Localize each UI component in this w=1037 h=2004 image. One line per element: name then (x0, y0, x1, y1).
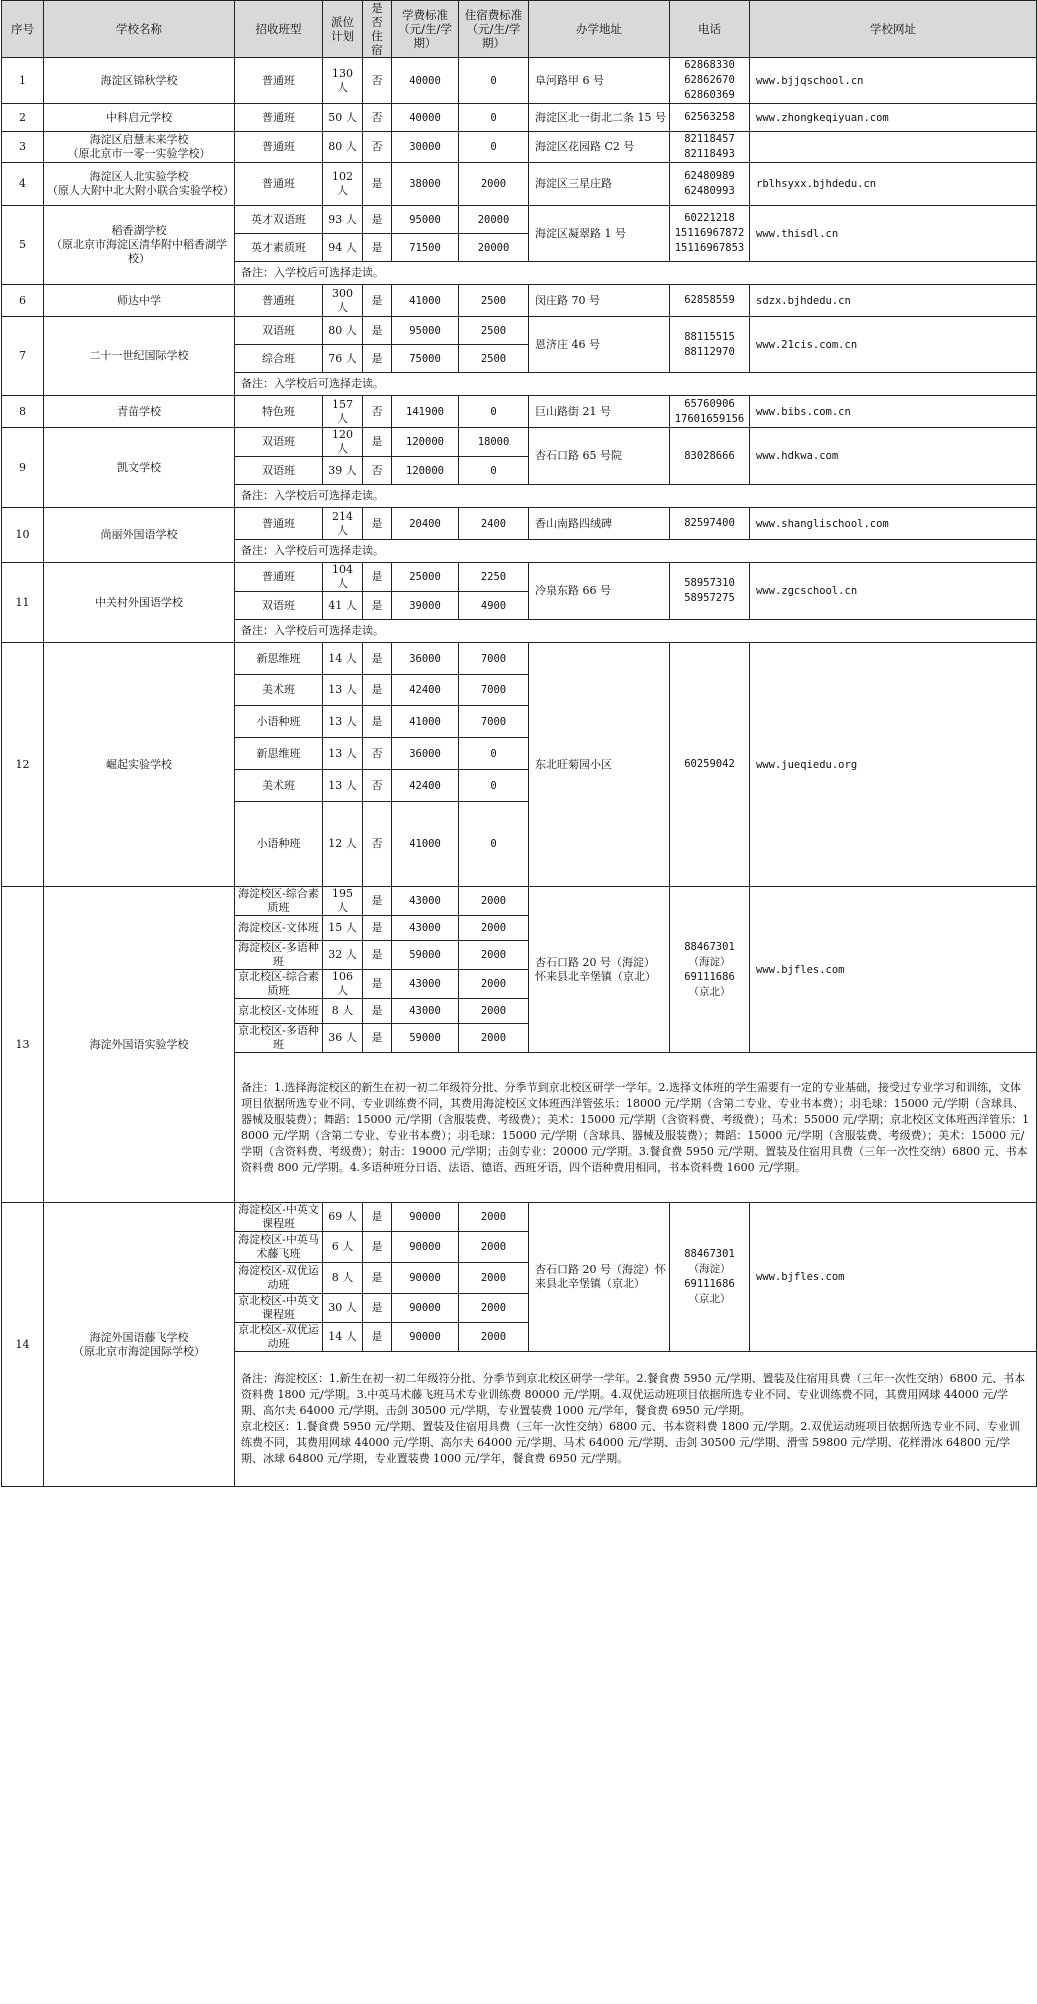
note-cell: 备注：海淀校区：1.新生在初一初二年级符分批、分季节到京北校区研学一学年。2.餐食费 5950 元/学期、置装及住宿用具费（三年一次性交纳）6800 元、书本资料费 1800 元/学期。3.中英马术藤飞班马术专业训练费 80000 元/学期。4.双优运动班项目依据所选专业不同、专业训练费不同，其费用网球 44000 元/学期、高尔夫 64000 元/学期、击剑 30500 元/学期，专业置装费 1000 元/学年，餐食费 6950 元/学期。 京北校区：1.餐食费 5950 元/学期、置装及住宿用具费（三年一次性交纳）6800 元、书本资料费 1800 元/学期。2.双优运动班项目依据所选专业不同、专业训练费不同，其费用网球 44000 元/学期、高尔夫 64000 元/学期、马术 64000 元/学期、击剑 30500 元/学期、滑雪 59800 元/学期、花样滑冰 64800 元/学期、冰球 64800 元/学期，专业置装费 1000 元/学年，餐食费 6950 元/学期。 (235, 1352, 1037, 1487)
table-row (2, 563, 1037, 592)
quota-cell: 8 人 (323, 1263, 363, 1294)
quota-cell: 120 人 (323, 428, 363, 457)
lodging-fee-cell: 2000 (459, 1294, 529, 1323)
phone-cell: 62563258 (670, 104, 750, 132)
quota-cell: 106 人 (323, 970, 363, 999)
tuition-cell: 40000 (392, 58, 459, 104)
row-number-cell: 4 (2, 163, 44, 206)
tuition-cell: 90000 (392, 1232, 459, 1263)
tuition-cell: 59000 (392, 941, 459, 970)
class-type-cell: 普通班 (235, 132, 323, 163)
address-cell: 海淀区北一街北二条 15 号 (529, 104, 670, 132)
note-cell: 备注：入学校后可选择走读。 (235, 620, 1037, 643)
boarding-cell: 是 (363, 1294, 392, 1323)
header-addr: 办学地址 (529, 1, 670, 58)
school-name-cell: 稻香湖学校 （原北京市海淀区清华附中稻香湖学校） (44, 206, 235, 285)
school-name-cell: 师达中学 (44, 285, 235, 317)
address-cell: 冷泉东路 66 号 (529, 563, 670, 620)
boarding-cell: 否 (363, 770, 392, 802)
lodging-fee-cell: 7000 (459, 643, 529, 675)
class-type-cell: 新思维班 (235, 643, 323, 675)
row-number-cell: 3 (2, 132, 44, 163)
lodging-fee-cell: 2000 (459, 1024, 529, 1053)
boarding-cell: 否 (363, 58, 392, 104)
tuition-cell: 120000 (392, 457, 459, 485)
boarding-cell: 否 (363, 738, 392, 770)
tuition-cell: 90000 (392, 1323, 459, 1352)
boarding-cell: 是 (363, 643, 392, 675)
lodging-fee-cell: 2000 (459, 887, 529, 916)
quota-cell: 130 人 (323, 58, 363, 104)
website-cell[interactable]: www.bibs.com.cn (750, 396, 1037, 428)
class-type-cell: 海淀校区-文体班 (235, 916, 323, 941)
boarding-cell: 是 (363, 1232, 392, 1263)
phone-cell: 62868330 62862670 62860369 (670, 58, 750, 104)
lodging-fee-cell: 2500 (459, 285, 529, 317)
table-body (2, 58, 1037, 1487)
quota-cell: 14 人 (323, 643, 363, 675)
row-number-cell: 5 (2, 206, 44, 285)
table-row (2, 396, 1037, 428)
row-number-cell: 1 (2, 58, 44, 104)
boarding-cell: 是 (363, 675, 392, 706)
boarding-cell: 是 (363, 508, 392, 540)
tuition-cell: 41000 (392, 285, 459, 317)
quota-cell: 76 人 (323, 345, 363, 373)
school-name-cell: 青苗学校 (44, 396, 235, 428)
phone-cell: 82597400 (670, 508, 750, 540)
class-type-cell: 海淀校区-中英马术藤飞班 (235, 1232, 323, 1263)
school-name-cell: 中关村外国语学校 (44, 563, 235, 643)
quota-cell: 13 人 (323, 706, 363, 738)
phone-cell: 60221218 15116967872 15116967853 (670, 206, 750, 262)
quota-cell: 6 人 (323, 1232, 363, 1263)
lodging-fee-cell: 0 (459, 132, 529, 163)
phone-cell: 88467301 （海淀） 69111686 （京北） (670, 1203, 750, 1352)
row-number-cell: 14 (2, 1203, 44, 1487)
class-type-cell: 海淀校区-综合素质班 (235, 887, 323, 916)
tuition-cell: 43000 (392, 999, 459, 1024)
website-cell[interactable]: www.hdkwa.com (750, 428, 1037, 485)
boarding-cell: 是 (363, 887, 392, 916)
tuition-cell: 42400 (392, 770, 459, 802)
header-quota: 派位计划 (323, 1, 363, 58)
tuition-cell: 43000 (392, 916, 459, 941)
boarding-cell: 是 (363, 1024, 392, 1053)
quota-cell: 102 人 (323, 163, 363, 206)
class-type-cell: 普通班 (235, 104, 323, 132)
tuition-cell: 30000 (392, 132, 459, 163)
tuition-cell: 41000 (392, 706, 459, 738)
class-type-cell: 新思维班 (235, 738, 323, 770)
address-cell: 海淀区凝翠路 1 号 (529, 206, 670, 262)
website-cell[interactable]: www.bjfles.com (750, 887, 1037, 1053)
class-type-cell: 特色班 (235, 396, 323, 428)
school-name-cell: 海淀区启慧未来学校 （原北京市一零一实验学校） (44, 132, 235, 163)
table-row (2, 58, 1037, 104)
note-cell: 备注：1.选择海淀校区的新生在初一初二年级符分批、分季节到京北校区研学一学年。2.选择文体班的学生需要有一定的专业基础，接受过专业学习和训练，文体项目依据所选专业不同、专业训练费不同，其费用海淀校区文体班西洋管弦乐：18000 元/学期（含第二专业、专业书本费）；羽毛球：15000 元/学期（含球具、器械及服装费）；舞蹈：15000 元/学期（含服装费、考级费）；美术：15000 元/学期（含资料费、考级费）；马术：55000 元/学期；京北校区文体班西洋管乐：18000 元/学期（含第二专业、专业书本费）；羽毛球：15000 元/学期（含球具、器械及服装费）；舞蹈：15000 元/学期（含服装费、考级费）；美术：15000 元/学期（含资料费、考级费）；射击：19000 元/学期；击剑专业：20000 元/学期。3.餐食费 5950 元/学期、置装及住宿用具费（三年一次性交纳）6800 元、书本资料费 800 元/学期。4.多语种班分日语、法语、德语、西班牙语，四个语种费用相同，书本资料费 1600 元/学期。 (235, 1053, 1037, 1203)
school-name-cell: 凯文学校 (44, 428, 235, 508)
lodging-fee-cell: 0 (459, 104, 529, 132)
phone-cell: 82118457 82118493 (670, 132, 750, 163)
quota-cell: 14 人 (323, 1323, 363, 1352)
tuition-cell: 59000 (392, 1024, 459, 1053)
tuition-cell: 90000 (392, 1263, 459, 1294)
quota-cell: 15 人 (323, 916, 363, 941)
row-number-cell: 7 (2, 317, 44, 396)
phone-cell: 88115515 88112970 (670, 317, 750, 373)
address-cell: 海淀区三星庄路 (529, 163, 670, 206)
quota-cell: 8 人 (323, 999, 363, 1024)
class-type-cell: 京北校区-综合素质班 (235, 970, 323, 999)
lodging-fee-cell: 0 (459, 457, 529, 485)
class-type-cell: 京北校区-多语种班 (235, 1024, 323, 1053)
boarding-cell: 是 (363, 563, 392, 592)
lodging-fee-cell: 2000 (459, 941, 529, 970)
phone-cell: 83028666 (670, 428, 750, 485)
boarding-cell: 是 (363, 317, 392, 345)
table-row (2, 643, 1037, 675)
lodging-fee-cell: 7000 (459, 675, 529, 706)
lodging-fee-cell: 2000 (459, 1203, 529, 1232)
website-cell[interactable]: rblhsyxx.bjhdedu.cn (750, 163, 1037, 206)
table-row (2, 132, 1037, 163)
boarding-cell: 是 (363, 706, 392, 738)
class-type-cell: 京北校区-文体班 (235, 999, 323, 1024)
class-type-cell: 普通班 (235, 163, 323, 206)
lodging-fee-cell: 2400 (459, 508, 529, 540)
tuition-cell: 75000 (392, 345, 459, 373)
quota-cell: 80 人 (323, 132, 363, 163)
website-cell[interactable]: www.jueqiedu.org (750, 643, 1037, 887)
boarding-cell: 是 (363, 1263, 392, 1294)
lodging-fee-cell: 2000 (459, 1263, 529, 1294)
header-web: 学校网址 (750, 1, 1037, 58)
phone-cell: 65760906 17601659156 (670, 396, 750, 428)
tuition-cell: 38000 (392, 163, 459, 206)
class-type-cell: 普通班 (235, 285, 323, 317)
quota-cell: 39 人 (323, 457, 363, 485)
address-cell: 巨山路街 21 号 (529, 396, 670, 428)
website-cell[interactable]: www.bjfles.com (750, 1203, 1037, 1352)
phone-cell: 62858559 (670, 285, 750, 317)
row-number-cell: 9 (2, 428, 44, 508)
lodging-fee-cell: 0 (459, 738, 529, 770)
note-cell: 备注：入学校后可选择走读。 (235, 485, 1037, 508)
class-type-cell: 海淀校区-中英文课程班 (235, 1203, 323, 1232)
boarding-cell: 是 (363, 970, 392, 999)
note-cell: 备注：入学校后可选择走读。 (235, 262, 1037, 285)
website-cell[interactable]: www.shanglischool.com (750, 508, 1037, 540)
website-cell[interactable]: www.zgcschool.cn (750, 563, 1037, 620)
boarding-cell: 是 (363, 941, 392, 970)
table-row (2, 285, 1037, 317)
phone-cell: 88467301 （海淀） 69111686 （京北） (670, 887, 750, 1053)
quota-cell: 32 人 (323, 941, 363, 970)
class-type-cell: 小语种班 (235, 802, 323, 887)
class-type-cell: 美术班 (235, 770, 323, 802)
lodging-fee-cell: 4900 (459, 592, 529, 620)
class-type-cell: 英才双语班 (235, 206, 323, 234)
tuition-cell: 43000 (392, 970, 459, 999)
row-number-cell: 6 (2, 285, 44, 317)
lodging-fee-cell: 2500 (459, 345, 529, 373)
boarding-cell: 是 (363, 1323, 392, 1352)
header-tuition: 学费标准（元/生/学期） (392, 1, 459, 58)
school-name-cell: 海淀外国语实验学校 (44, 887, 235, 1203)
table-row (2, 887, 1037, 916)
class-type-cell: 英才素质班 (235, 234, 323, 262)
lodging-fee-cell: 2000 (459, 999, 529, 1024)
address-cell: 东北旺菊园小区 (529, 643, 670, 887)
boarding-cell: 是 (363, 1203, 392, 1232)
lodging-fee-cell: 2250 (459, 563, 529, 592)
lodging-fee-cell: 20000 (459, 206, 529, 234)
tuition-cell: 20400 (392, 508, 459, 540)
header-no: 序号 (2, 1, 44, 58)
quota-cell: 94 人 (323, 234, 363, 262)
boarding-cell: 是 (363, 206, 392, 234)
note-cell: 备注：入学校后可选择走读。 (235, 373, 1037, 396)
class-type-cell: 普通班 (235, 508, 323, 540)
tuition-cell: 25000 (392, 563, 459, 592)
quota-cell: 80 人 (323, 317, 363, 345)
boarding-cell: 否 (363, 802, 392, 887)
row-number-cell: 12 (2, 643, 44, 887)
boarding-cell: 否 (363, 457, 392, 485)
tuition-cell: 39000 (392, 592, 459, 620)
website-cell[interactable]: sdzx.bjhdedu.cn (750, 285, 1037, 317)
lodging-fee-cell: 18000 (459, 428, 529, 457)
class-type-cell: 双语班 (235, 317, 323, 345)
quota-cell: 214 人 (323, 508, 363, 540)
boarding-cell: 是 (363, 999, 392, 1024)
quota-cell: 12 人 (323, 802, 363, 887)
school-name-cell: 尚丽外国语学校 (44, 508, 235, 563)
tuition-cell: 36000 (392, 738, 459, 770)
boarding-cell: 是 (363, 285, 392, 317)
lodging-fee-cell: 2000 (459, 1323, 529, 1352)
boarding-cell: 否 (363, 104, 392, 132)
lodging-fee-cell: 2000 (459, 163, 529, 206)
class-type-cell: 双语班 (235, 457, 323, 485)
quota-cell: 30 人 (323, 1294, 363, 1323)
tuition-cell: 71500 (392, 234, 459, 262)
row-number-cell: 8 (2, 396, 44, 428)
address-cell: 杏石口路 65 号院 (529, 428, 670, 485)
tuition-cell: 95000 (392, 206, 459, 234)
boarding-cell: 是 (363, 163, 392, 206)
phone-cell: 60259042 (670, 643, 750, 887)
row-number-cell: 2 (2, 104, 44, 132)
header-lodging: 住宿费标准（元/生/学期） (459, 1, 529, 58)
address-cell: 香山南路四绒碑 (529, 508, 670, 540)
school-name-cell: 海淀外国语藤飞学校 （原北京市海淀国际学校） (44, 1203, 235, 1487)
row-number-cell: 13 (2, 887, 44, 1203)
quota-cell: 13 人 (323, 738, 363, 770)
lodging-fee-cell: 2000 (459, 916, 529, 941)
website-cell[interactable]: www.thisdl.cn (750, 206, 1037, 262)
row-number-cell: 11 (2, 563, 44, 643)
table-row (2, 104, 1037, 132)
quota-cell: 195 人 (323, 887, 363, 916)
class-type-cell: 综合班 (235, 345, 323, 373)
tuition-cell: 141900 (392, 396, 459, 428)
lodging-fee-cell: 2000 (459, 970, 529, 999)
table-row (2, 1203, 1037, 1232)
tuition-cell: 90000 (392, 1294, 459, 1323)
tuition-cell: 90000 (392, 1203, 459, 1232)
class-type-cell: 美术班 (235, 675, 323, 706)
header-phone: 电话 (670, 1, 750, 58)
boarding-cell: 是 (363, 592, 392, 620)
table-row (2, 508, 1037, 540)
class-type-cell: 普通班 (235, 58, 323, 104)
school-name-cell: 二十一世纪国际学校 (44, 317, 235, 396)
table-header-row (2, 1, 1037, 58)
quota-cell: 300 人 (323, 285, 363, 317)
phone-cell: 62480989 62480993 (670, 163, 750, 206)
class-type-cell: 双语班 (235, 592, 323, 620)
note-cell: 备注：入学校后可选择走读。 (235, 540, 1037, 563)
table-row (2, 163, 1037, 206)
class-type-cell: 海淀校区-多语种班 (235, 941, 323, 970)
lodging-fee-cell: 20000 (459, 234, 529, 262)
tuition-cell: 41000 (392, 802, 459, 887)
class-type-cell: 京北校区-双优运动班 (235, 1323, 323, 1352)
lodging-fee-cell: 0 (459, 58, 529, 104)
header-name: 学校名称 (44, 1, 235, 58)
address-cell: 海淀区花园路 C2 号 (529, 132, 670, 163)
quota-cell: 41 人 (323, 592, 363, 620)
quota-cell: 13 人 (323, 675, 363, 706)
class-type-cell: 普通班 (235, 563, 323, 592)
table-row (2, 317, 1037, 345)
lodging-fee-cell: 0 (459, 802, 529, 887)
tuition-cell: 43000 (392, 887, 459, 916)
school-name-cell: 崛起实验学校 (44, 643, 235, 887)
address-cell: 闵庄路 70 号 (529, 285, 670, 317)
quota-cell: 50 人 (323, 104, 363, 132)
tuition-cell: 95000 (392, 317, 459, 345)
quota-cell: 93 人 (323, 206, 363, 234)
address-cell: 杏石口路 20 号（海淀）怀来县北辛堡镇（京北） (529, 1203, 670, 1352)
boarding-cell: 是 (363, 345, 392, 373)
tuition-cell: 42400 (392, 675, 459, 706)
tuition-cell: 36000 (392, 643, 459, 675)
class-type-cell: 海淀校区-双优运动班 (235, 1263, 323, 1294)
boarding-cell: 否 (363, 132, 392, 163)
header-board: 是否住宿 (363, 1, 392, 58)
quota-cell: 69 人 (323, 1203, 363, 1232)
tuition-cell: 40000 (392, 104, 459, 132)
boarding-cell: 是 (363, 428, 392, 457)
phone-cell: 58957310 58957275 (670, 563, 750, 620)
row-number-cell: 10 (2, 508, 44, 563)
school-name-cell: 海淀区锦秋学校 (44, 58, 235, 104)
lodging-fee-cell: 7000 (459, 706, 529, 738)
header-type: 招收班型 (235, 1, 323, 58)
tuition-cell: 120000 (392, 428, 459, 457)
boarding-cell: 是 (363, 234, 392, 262)
quota-cell: 13 人 (323, 770, 363, 802)
address-cell: 阜河路甲 6 号 (529, 58, 670, 104)
boarding-cell: 是 (363, 916, 392, 941)
website-cell (750, 132, 1037, 163)
website-cell[interactable]: www.zhongkeqiyuan.com (750, 104, 1037, 132)
lodging-fee-cell: 2500 (459, 317, 529, 345)
table-row (2, 428, 1037, 457)
class-type-cell: 小语种班 (235, 706, 323, 738)
table-row (2, 206, 1037, 234)
lodging-fee-cell: 0 (459, 396, 529, 428)
address-cell: 杏石口路 20 号（海淀） 怀来县北辛堡镇（京北） (529, 887, 670, 1053)
class-type-cell: 双语班 (235, 428, 323, 457)
quota-cell: 157 人 (323, 396, 363, 428)
address-cell: 恩济庄 46 号 (529, 317, 670, 373)
quota-cell: 36 人 (323, 1024, 363, 1053)
website-cell[interactable]: www.bjjqschool.cn (750, 58, 1037, 104)
school-name-cell: 海淀区人北实验学校 （原人大附中北大附小联合实验学校） (44, 163, 235, 206)
lodging-fee-cell: 2000 (459, 1232, 529, 1263)
quota-cell: 104 人 (323, 563, 363, 592)
school-name-cell: 中科启元学校 (44, 104, 235, 132)
lodging-fee-cell: 0 (459, 770, 529, 802)
boarding-cell: 否 (363, 396, 392, 428)
class-type-cell: 京北校区-中英文课程班 (235, 1294, 323, 1323)
school-fee-table (1, 0, 1037, 1487)
website-cell[interactable]: www.21cis.com.cn (750, 317, 1037, 373)
